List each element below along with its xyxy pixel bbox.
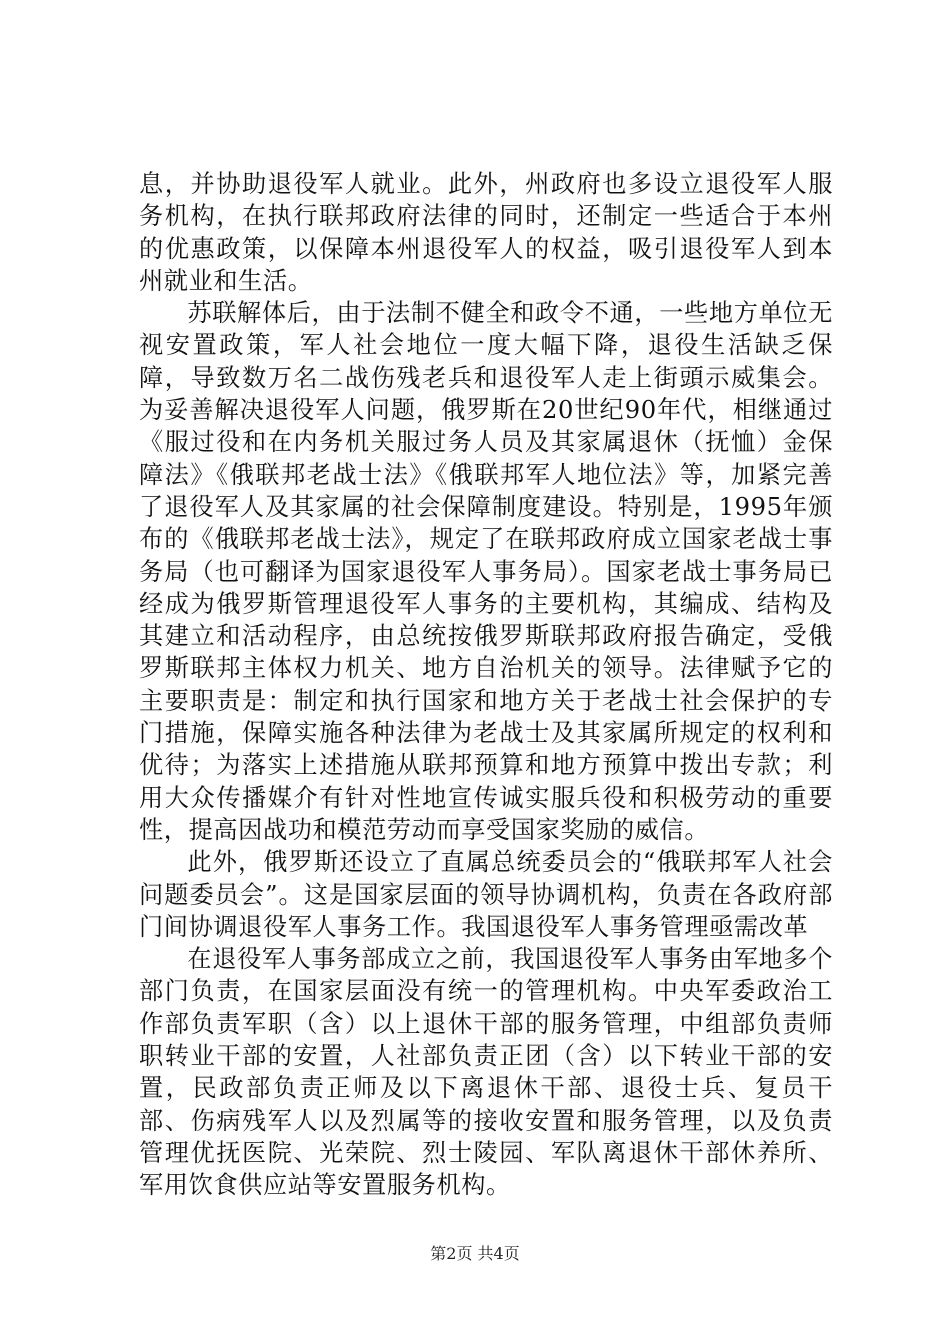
paragraph-2: 苏联解体后，由于法制不健全和政令不通，一些地方单位无视安置政策，军人社会地位一度大幅下降，退役生活缺乏保障，导致数万名二战伤残老兵和退役军人走上街頭示威集会。为妥善解决退役军人问题，俄罗斯在20世纪90年代，相继通过《服过役和在内务机关服过务人员及其家属退休（抚恤）金保障法》《俄联邦老战士法》《俄联邦军人地位法》等，加紧完善了退役军人及其家属的社会保障制度建设。特别是，1995年颁布的《俄联邦老战士法》，规定了在联邦政府成立国家老战士事务局（也可翻译为国家退役军人事务局）。国家老战士事务局已经成为俄罗斯管理退役军人事务的主要机构，其编成、结构及其建立和活动程序，由总统按俄罗斯联邦政府报告确定，受俄罗斯联邦主体权力机关、地方自治机关的领导。法律赋予它的主要职责是：制定和执行国家和地方关于老战士社会保护的专门措施，保障实施各种法律为老战士及其家属所规定的权利和优待；为落实上述措施从联邦预算和地方预算中拨出专款；利用大众传播媒介有针对性地宣传诚实服兵役和积极劳动的重要性，提高因战功和模范劳动而享受国家奖励的威信。	[139, 299, 833, 844]
paragraph-3: 此外，俄罗斯还设立了直属总统委员会的“俄联邦军人社会问题委员会”。这是国家层面的领导协调机构，负责在各政府部门间协调退役军人事务工作。我国退役军人事务管理亟需改革	[139, 848, 833, 941]
paragraph-4: 在退役军人事务部成立之前，我国退役军人事务由军地多个部门负责，在国家层面没有统一的管理机构。中央军委政治工作部负责军职（含）以上退休干部的服务管理，中组部负责师职转业干部的安置，人社部负责正团（含）以下转业干部的安置，民政部负责正师及以下离退休干部、退役士兵、复员干部、伤病残军人以及烈属等的接收安置和服务管理，以及负责管理优抚医院、光荣院、烈士陵园、军队离退休干部休养所、军用饮食供应站等安置服务机构。	[139, 945, 833, 1200]
paragraph-1: 息，并协助退役军人就业。此外，州政府也多设立退役军人服务机构，在执行联邦政府法律的同时，还制定一些适合于本州的优惠政策，以保障本州退役军人的权益，吸引退役军人到本州就业和生活。	[139, 170, 833, 295]
page-footer	[0, 1244, 950, 1264]
page-number: 第2页 共4页	[430, 1244, 520, 1263]
document-body	[139, 168, 833, 1202]
